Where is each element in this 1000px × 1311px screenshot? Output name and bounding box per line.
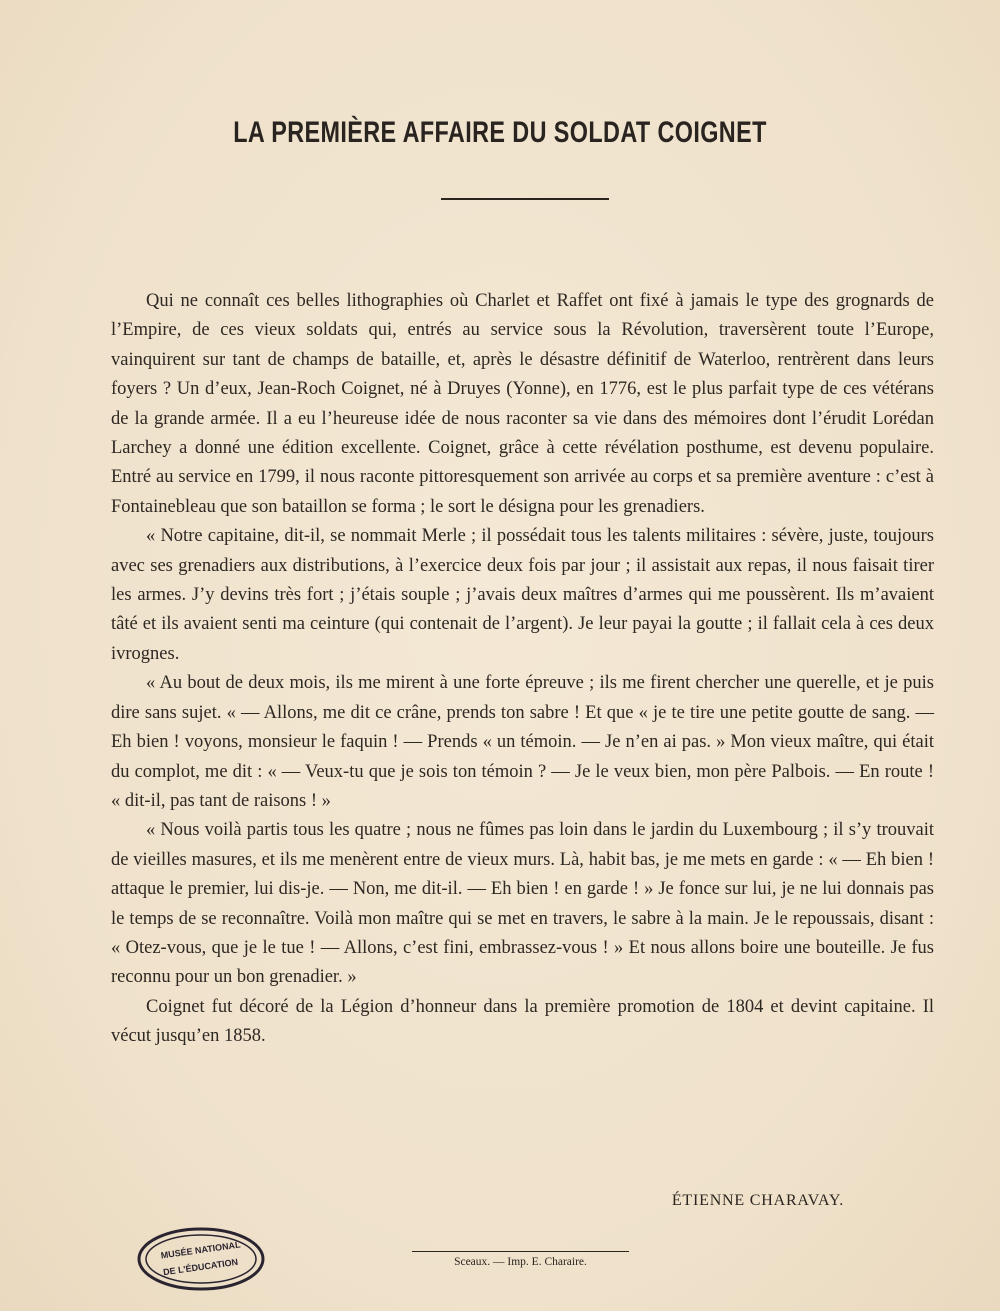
museum-stamp-icon	[136, 1226, 266, 1292]
footer-divider	[412, 1251, 629, 1252]
paragraph-conclusion: Coignet fut décoré de la Légion d’honneur dans la première promotion de 1804 et devint capitaine. Il vécut jusqu’en 1858.	[111, 996, 934, 1047]
title-divider	[441, 198, 609, 200]
printer-imprint: Sceaux. — Imp. E. Charaire.	[454, 1256, 587, 1268]
paragraph-duel: « Nous voilà partis tous les quatre ; nous ne fûmes pas loin dans le jardin du Luxembourg ; il s’y trouvait de vieilles masures, et ils me menèrent entre de vieux murs. Là, habit bas, je me mets en garde : « — Eh bien ! attaque le premier, lui dis-je. — Non, me dit-il. — Eh bien ! en garde ! » Je fonce sur lui, je ne lui donnais pas le temps de se reconnaître. Voilà mon maître qui se met en travers, le sabre à la main. Je le repoussais, disant : « Otez-vous, que je le tue ! — Allons, c’est fini, embrassez-vous ! » Et nous allons boire une bouteille. Je fus reconnu pour un bon grenadier. »	[111, 820, 934, 988]
paragraph-intro: Qui ne connaît ces belles lithographies où Charlet et Raffet ont fixé à jamais le type des grognards de l’Empire, de ces vieux soldats qui, entrés au service sous la Révolution, traversèrent toute l’Europe, vainquirent sur tant de champs de bataille, et, après le désastre définitif de Waterloo, rentrèrent dans leurs foyers ? Un d’eux, Jean-Roch Coignet, né à Druyes (Yonne), en 1776, est le plus parfait type de ces vétérans de la grande armée. Il a eu l’heureuse idée de nous raconter sa vie dans des mémoires dont l’érudit Lorédan Larchey a donné une édition excellente. Coignet, grâce à cette révélation posthume, est devenu populaire. Entré au service en 1799, il nous raconte pittoresquement son arrivée au corps et sa première aventure : c’est à Fontainebleau que son bataillon se forma ; le sort le désigna pour les grenadiers.	[111, 291, 934, 517]
document-title: LA PREMIÈRE AFFAIRE DU SOLDAT COIGNET	[233, 116, 767, 149]
svg-text:MUSÉE NATIONAL: MUSÉE NATIONAL	[160, 1239, 242, 1261]
paragraph-quarrel: « Au bout de deux mois, ils me mirent à une forte épreuve ; ils me firent chercher une querelle, et je puis dire sans sujet. « — Allons, me dit ce crâne, prends ton sabre ! Et que « je te tire une petite goutte de sang. — Eh bien ! voyons, monsieur le faquin ! — Prends « un témoin. — Je n’en ai pas. » Mon vieux maître, qui était du complot, me dit : « — Veux-tu que je sois ton témoin ? — Je le veux bien, mon père Palbois. — En route ! « dit-il, pas tant de raisons ! »	[111, 673, 934, 811]
author-signature: ÉTIENNE CHARAVAY.	[671, 1192, 844, 1209]
paragraph-captain: « Notre capitaine, dit-il, se nommait Merle ; il possédait tous les talents militaires : sévère, juste, toujours avec ses grenadiers aux distributions, à l’exercice deux fois par jour ; il assistait aux repas, il nous faisait tirer les armes. J’y devins très fort ; j’étais souple ; j’avais deux maîtres d’armes qui me poussèrent. Ils m’avaient tâté et ils avaient senti ma ceinture (qui contenait de l’argent). Je leur payai la goutte ; il fallait cela à ces deux ivrognes.	[111, 526, 934, 664]
svg-text:DE L'ÉDUCATION: DE L'ÉDUCATION	[162, 1256, 239, 1278]
document-body	[111, 287, 934, 1052]
